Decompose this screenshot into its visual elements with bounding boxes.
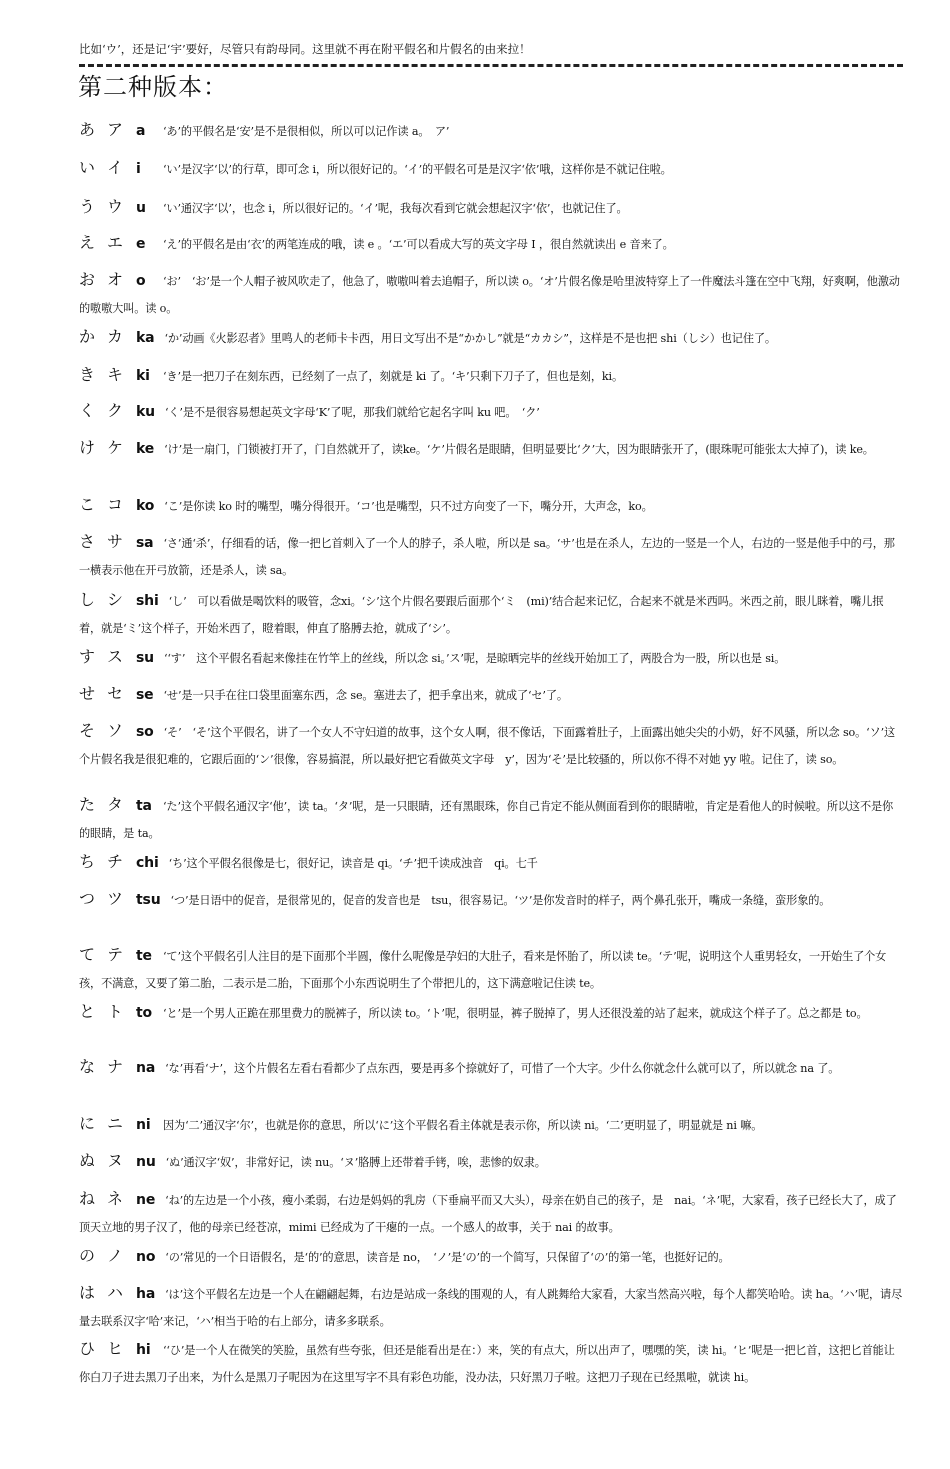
kana-lead bbox=[79, 532, 163, 551]
kana-entry bbox=[79, 155, 904, 184]
kana-entry bbox=[79, 1186, 904, 1241]
romaji-label: ko bbox=[136, 498, 155, 514]
hiragana-char: た bbox=[79, 795, 95, 814]
romaji-label: ka bbox=[136, 330, 155, 346]
hiragana-char: さ bbox=[79, 532, 95, 551]
mnemonic-text: ‘の’常见的一个日语假名，是‘的’的意思，读音是 no， ‘ノ’是‘の’的一个简写，只保留了‘の’的第一笔，也挺好记的。 bbox=[165, 1251, 730, 1264]
kana-lead bbox=[79, 158, 163, 177]
katakana-char: エ bbox=[107, 233, 123, 252]
hiragana-char: は bbox=[79, 1283, 95, 1302]
kana-entry bbox=[79, 117, 904, 146]
dashed-divider bbox=[79, 64, 903, 67]
mnemonic-text: ‘そ’ ‘そ’这个平假名，讲了一个女人不守妇道的故事，这个女人啊，很不像话，下面露着肚子，上面露出她尖尖的小奶，好不风骚，所以念 so。‘ソ’这个片假名我是很犯难的，它跟后面的‘ン’很像，容易搞混，所以最好把它看做英文字母 y’，因为‘そ’是比较骚的，所以你不得不对她 yy 啦。记住了，读 so。 bbox=[79, 726, 896, 766]
kana-entry bbox=[79, 942, 904, 997]
kana-entry bbox=[79, 324, 904, 353]
romaji-label: chi bbox=[136, 855, 159, 871]
kana-lead bbox=[79, 945, 163, 964]
hiragana-char: な bbox=[79, 1057, 95, 1076]
katakana-char: ソ bbox=[107, 721, 123, 740]
mnemonic-text: ‘‘ひ’是一个人在微笑的笑脸，虽然有些夸张，但还是能看出是在：）来，笑的有点大，所以出声了，嘿嘿的笑，读 hi。‘ヒ’呢是一把匕首，这把匕首能让你白刀子进去黑刀子出来，为什么是黑刀子呢因为在这里写字不具有彩色功能，没办法，只好黑刀子啦。这把刀子现在已经黑啦，就读 hi。 bbox=[79, 1344, 895, 1384]
kana-lead bbox=[79, 590, 169, 609]
mnemonic-text: ‘ね’的左边是一个小孩，瘦小柔弱，右边是妈妈的乳房（下垂扁平而又大头），母亲在奶自己的孩子，是 nai。‘ネ’呢，大家看，孩子已经长大了，成了顶天立地的男子汉了，他的母亲已经苍凉，mimi 已经成为了干瘪的一点。一个感人的故事，关于 nai 的故事。 bbox=[79, 1194, 897, 1234]
romaji-label: ha bbox=[136, 1286, 156, 1302]
katakana-char: ノ bbox=[107, 1246, 123, 1265]
romaji-label: a bbox=[136, 123, 146, 139]
kana-lead bbox=[79, 327, 164, 346]
kana-entry bbox=[79, 492, 904, 521]
kana-lead bbox=[79, 233, 163, 252]
kana-entry bbox=[79, 267, 904, 322]
katakana-char: シ bbox=[107, 590, 123, 609]
romaji-label: ku bbox=[136, 404, 155, 420]
kana-entry bbox=[79, 718, 904, 773]
katakana-char: セ bbox=[107, 684, 123, 703]
mnemonic-text: ‘し’ 可以看做是喝饮料的吸管，念xi。‘シ’这个片假名要跟后面那个‘ミ (mi)’结合起来记忆，合起来不就是米西吗。米西之前，眼儿眯着，嘴儿抿着，就是‘ミ’这个样子，开始米西了，瞪着眼，伸直了胳膊去抢，就成了‘シ’。 bbox=[79, 595, 884, 635]
romaji-label: o bbox=[136, 273, 146, 289]
kana-entry bbox=[79, 587, 904, 642]
kana-lead bbox=[79, 495, 164, 514]
kana-lead bbox=[79, 197, 163, 216]
kana-lead bbox=[79, 647, 164, 666]
hiragana-char: け bbox=[79, 438, 95, 457]
kana-lead bbox=[79, 1189, 165, 1208]
mnemonic-text: ‘‘す’ 这个平假名看起来像挂在竹竿上的丝线，所以念 si。’ス’呢，是晾晒完毕的丝线开始加工了，两股合为一股，所以也是 si。 bbox=[164, 652, 786, 665]
kana-entry bbox=[79, 435, 904, 464]
hiragana-char: い bbox=[79, 158, 95, 177]
romaji-label: ta bbox=[136, 798, 152, 814]
romaji-label: ni bbox=[136, 1117, 151, 1133]
romaji-label: to bbox=[136, 1005, 153, 1021]
mnemonic-text: ‘か’动画《火影忍者》里鸣人的老师卡卡西，用日文写出不是“かかし”就是“カカシ”，这样是不是也把 shi（しシ）也记住了。 bbox=[164, 332, 776, 345]
hiragana-char: せ bbox=[79, 684, 95, 703]
kana-entry bbox=[79, 362, 904, 391]
katakana-char: テ bbox=[107, 945, 123, 964]
intro-text: 比如‘ウ’，还是记‘宇’要好，尽管只有韵母同。这里就不再在附平假名和片假名的由来拉！ bbox=[79, 42, 531, 56]
katakana-char: イ bbox=[107, 158, 123, 177]
hiragana-char: お bbox=[79, 270, 95, 289]
kana-entry bbox=[79, 1111, 904, 1140]
mnemonic-text: ‘は’这个平假名左边是一个人在翩翩起舞，右边是站成一条线的围观的人，有人跳舞给大家看，大家当然高兴啦，每个人都笑哈哈。读 ha。‘ハ’呢，请尽量去联系汉字‘哈’来记，‘ハ’相当于哈的右上部分，请多多联系。 bbox=[79, 1288, 903, 1328]
romaji-label: nu bbox=[136, 1154, 156, 1170]
hiragana-char: え bbox=[79, 233, 95, 252]
hiragana-char: ぬ bbox=[79, 1151, 95, 1170]
mnemonic-text: ‘つ’是日语中的促音，是很常见的，促音的发音也是 tsu，很容易记。‘ツ’是你发音时的样子，两个鼻孔张开，嘴成一条缝，蛮形象的。 bbox=[170, 894, 831, 907]
kana-lead bbox=[79, 1151, 166, 1170]
mnemonic-text: ‘と’是一个男人正跪在那里费力的脱裤子，所以读 to。‘ト’呢，很明显，裤子脱掉了，男人还很没羞的站了起来，就成这个样子了。总之都是 to。 bbox=[163, 1007, 868, 1020]
kana-entry bbox=[79, 398, 904, 427]
katakana-char: ク bbox=[107, 401, 123, 420]
kana-lead bbox=[79, 120, 163, 139]
hiragana-char: こ bbox=[79, 495, 95, 514]
kana-lead bbox=[79, 852, 169, 871]
romaji-label: so bbox=[136, 724, 154, 740]
kana-entry bbox=[79, 1280, 904, 1335]
katakana-char: ネ bbox=[107, 1189, 123, 1208]
katakana-char: ヒ bbox=[107, 1339, 123, 1358]
katakana-char: ナ bbox=[107, 1057, 123, 1076]
mnemonic-text: ‘ち’这个平假名很像是七，很好记，读音是 qi。‘チ’把千读成浊音 qi。七千 bbox=[168, 857, 538, 870]
kana-lead bbox=[79, 1057, 165, 1076]
mnemonic-text: ‘ぬ’通汉字‘奴’，非常好记，读 nu。‘ヌ’胳膊上还带着手铐，唉，悲惨的奴隶。 bbox=[165, 1156, 546, 1169]
katakana-char: ウ bbox=[107, 197, 123, 216]
katakana-char: コ bbox=[107, 495, 123, 514]
kana-entry bbox=[79, 792, 904, 847]
romaji-label: se bbox=[136, 687, 154, 703]
katakana-char: ヌ bbox=[107, 1151, 123, 1170]
kana-lead bbox=[79, 438, 164, 457]
kana-lead bbox=[79, 721, 164, 740]
katakana-char: チ bbox=[107, 852, 123, 871]
kana-lead bbox=[79, 1114, 163, 1133]
katakana-char: ト bbox=[107, 1002, 123, 1021]
hiragana-char: ち bbox=[79, 852, 95, 871]
romaji-label: shi bbox=[136, 593, 159, 609]
katakana-char: ツ bbox=[107, 889, 123, 908]
kana-entry bbox=[79, 1243, 904, 1272]
katakana-char: ア bbox=[107, 120, 123, 139]
kana-entry bbox=[79, 644, 904, 673]
romaji-label: e bbox=[136, 236, 146, 252]
katakana-char: ニ bbox=[107, 1114, 123, 1133]
katakana-char: ケ bbox=[107, 438, 123, 457]
hiragana-char: に bbox=[79, 1114, 95, 1133]
mnemonic-text: ‘て’这个平假名引人注目的是下面那个半圆，像什么呢像是孕妇的大肚子，看来是怀胎了，所以读 te。‘テ’呢，说明这个人重男轻女，一开始生了个女孩，不满意，又要了第二胎，二表示是二胎，下面那个小东西说明生了个带把儿的，这下满意啦记住读 te。 bbox=[79, 950, 887, 990]
romaji-label: na bbox=[136, 1060, 156, 1076]
hiragana-char: す bbox=[79, 647, 95, 666]
romaji-label: su bbox=[136, 650, 154, 666]
kana-lead bbox=[79, 684, 164, 703]
mnemonic-text: ‘い’通汉字‘以’，也念 i，所以很好记的。‘イ’呢，我每次看到它就会想起汉字‘依’，也就记住了。 bbox=[163, 202, 628, 215]
mnemonic-text: ‘せ’是一只手在往口袋里面塞东西，念 se。塞进去了，把手拿出来，就成了‘セ’了。 bbox=[163, 689, 568, 702]
romaji-label: i bbox=[136, 161, 141, 177]
romaji-label: te bbox=[136, 948, 152, 964]
romaji-label: hi bbox=[136, 1342, 151, 1358]
katakana-char: タ bbox=[107, 795, 123, 814]
katakana-char: カ bbox=[107, 327, 123, 346]
mnemonic-text: ‘け’是一扇门，门锁被打开了，门自然就开了，读ke。‘ケ’片假名是眼睛，但明显要比‘ク’大，因为眼睛张开了，(眼珠呢可能张太大掉了)，读 ke。 bbox=[164, 443, 874, 456]
kana-lead bbox=[79, 1339, 163, 1358]
hiragana-char: う bbox=[79, 197, 95, 216]
mnemonic-text: ‘き’是一把刀子在刻东西，已经刻了一点了，刻就是 ki 了。‘キ’只剩下刀子了，但也是刻，ki。 bbox=[163, 370, 623, 383]
romaji-label: ne bbox=[136, 1192, 156, 1208]
kana-lead bbox=[79, 365, 163, 384]
hiragana-char: き bbox=[79, 365, 95, 384]
katakana-char: ハ bbox=[107, 1283, 123, 1302]
hiragana-char: あ bbox=[79, 120, 95, 139]
katakana-char: オ bbox=[107, 270, 123, 289]
kana-lead bbox=[79, 795, 163, 814]
hiragana-char: く bbox=[79, 401, 95, 420]
romaji-label: ke bbox=[136, 441, 155, 457]
kana-entry bbox=[79, 529, 904, 584]
romaji-label: tsu bbox=[136, 892, 161, 908]
kana-lead bbox=[79, 1246, 165, 1265]
kana-lead bbox=[79, 889, 171, 908]
mnemonic-text: ‘あ’的平假名是‘安’是不是很相似，所以可以记作读 a。 ア’ bbox=[163, 125, 450, 138]
hiragana-char: と bbox=[79, 1002, 95, 1021]
hiragana-char: ね bbox=[79, 1189, 95, 1208]
mnemonic-text: 因为‘二’通汉字‘尔’，也就是你的意思，所以‘に’这个平假名看主体就是表示你，所以读 ni。‘二’更明显了，明显就是 ni 嘛。 bbox=[163, 1119, 763, 1132]
romaji-label: sa bbox=[136, 535, 154, 551]
kana-entry bbox=[79, 681, 904, 710]
mnemonic-text: ‘お’ ‘お’是一个人帽子被风吹走了，他急了，嗷嗷叫着去追帽子，所以读 o。‘オ’片假名像是哈里波特穿上了一件魔法斗篷在空中飞翔，好爽啊，他激动的嗷嗷大叫。读 o。 bbox=[79, 275, 900, 315]
kana-entry bbox=[79, 1054, 904, 1083]
kana-entry bbox=[79, 849, 904, 878]
mnemonic-text: ‘な’再看‘ナ’，这个片假名左看右看都少了点东西，要是再多个捺就好了，可惜了一个大字。少什么你就念什么就可以了，所以就念 na 了。 bbox=[165, 1062, 840, 1075]
katakana-char: キ bbox=[107, 365, 123, 384]
mnemonic-text: ‘く’是不是很容易想起英文字母‘K’了呢，那我们就给它起名字叫 ku 吧。 ‘ク’ bbox=[164, 406, 540, 419]
kana-lead bbox=[79, 401, 165, 420]
kana-lead bbox=[79, 270, 163, 289]
section-heading: 第二种版本： bbox=[78, 73, 228, 101]
kana-entry bbox=[79, 886, 904, 915]
kana-entry bbox=[79, 230, 904, 259]
katakana-char: ス bbox=[107, 647, 123, 666]
mnemonic-text: ‘こ’是你读 ko 时的嘴型，嘴分得很开。‘コ’也是嘴型，只不过方向变了一下，嘴分开，大声念，ko。 bbox=[164, 500, 653, 513]
hiragana-char: の bbox=[79, 1246, 95, 1265]
kana-entry bbox=[79, 999, 904, 1028]
kana-entry bbox=[79, 1148, 904, 1177]
hiragana-char: つ bbox=[79, 889, 95, 908]
kana-lead bbox=[79, 1283, 165, 1302]
mnemonic-text: ‘た’这个平假名通汉字‘他’，读 ta。‘タ’呢，是一只眼睛，还有黑眼珠，你自己肯定不能从侧面看到你的眼睛啦，肯定是看他人的时候啦。所以这不是你的眼睛，是 ta。 bbox=[79, 800, 894, 840]
romaji-label: ki bbox=[136, 368, 150, 384]
kana-entry bbox=[79, 194, 904, 223]
hiragana-char: そ bbox=[79, 721, 95, 740]
mnemonic-text: ‘さ’通‘杀’，仔细看的话，像一把匕首刺入了一个人的脖子，杀人啦，所以是 sa。‘サ’也是在杀人，左边的一竖是一个人，右边的一竖是他手中的弓，那一横表示他在开弓放箭，还是杀人，读 sa。 bbox=[79, 537, 895, 577]
katakana-char: サ bbox=[107, 532, 123, 551]
kana-lead bbox=[79, 1002, 163, 1021]
hiragana-char: し bbox=[79, 590, 95, 609]
romaji-label: u bbox=[136, 200, 146, 216]
romaji-label: no bbox=[136, 1249, 156, 1265]
mnemonic-text: ‘え’的平假名是由‘衣’的两笔连成的哦，读 e 。‘エ’可以看成大写的英文字母 I ，很自然就读出 e 音来了。 bbox=[163, 238, 674, 251]
hiragana-char: ひ bbox=[79, 1339, 95, 1358]
kana-entry bbox=[79, 1336, 904, 1391]
hiragana-char: か bbox=[79, 327, 95, 346]
hiragana-char: て bbox=[79, 945, 95, 964]
mnemonic-text: ‘い’是汉字‘以’的行草，即可念 i，所以很好记的。‘イ’的平假名可是是汉字‘依’哦，这样你是不就记住啦。 bbox=[163, 163, 672, 176]
